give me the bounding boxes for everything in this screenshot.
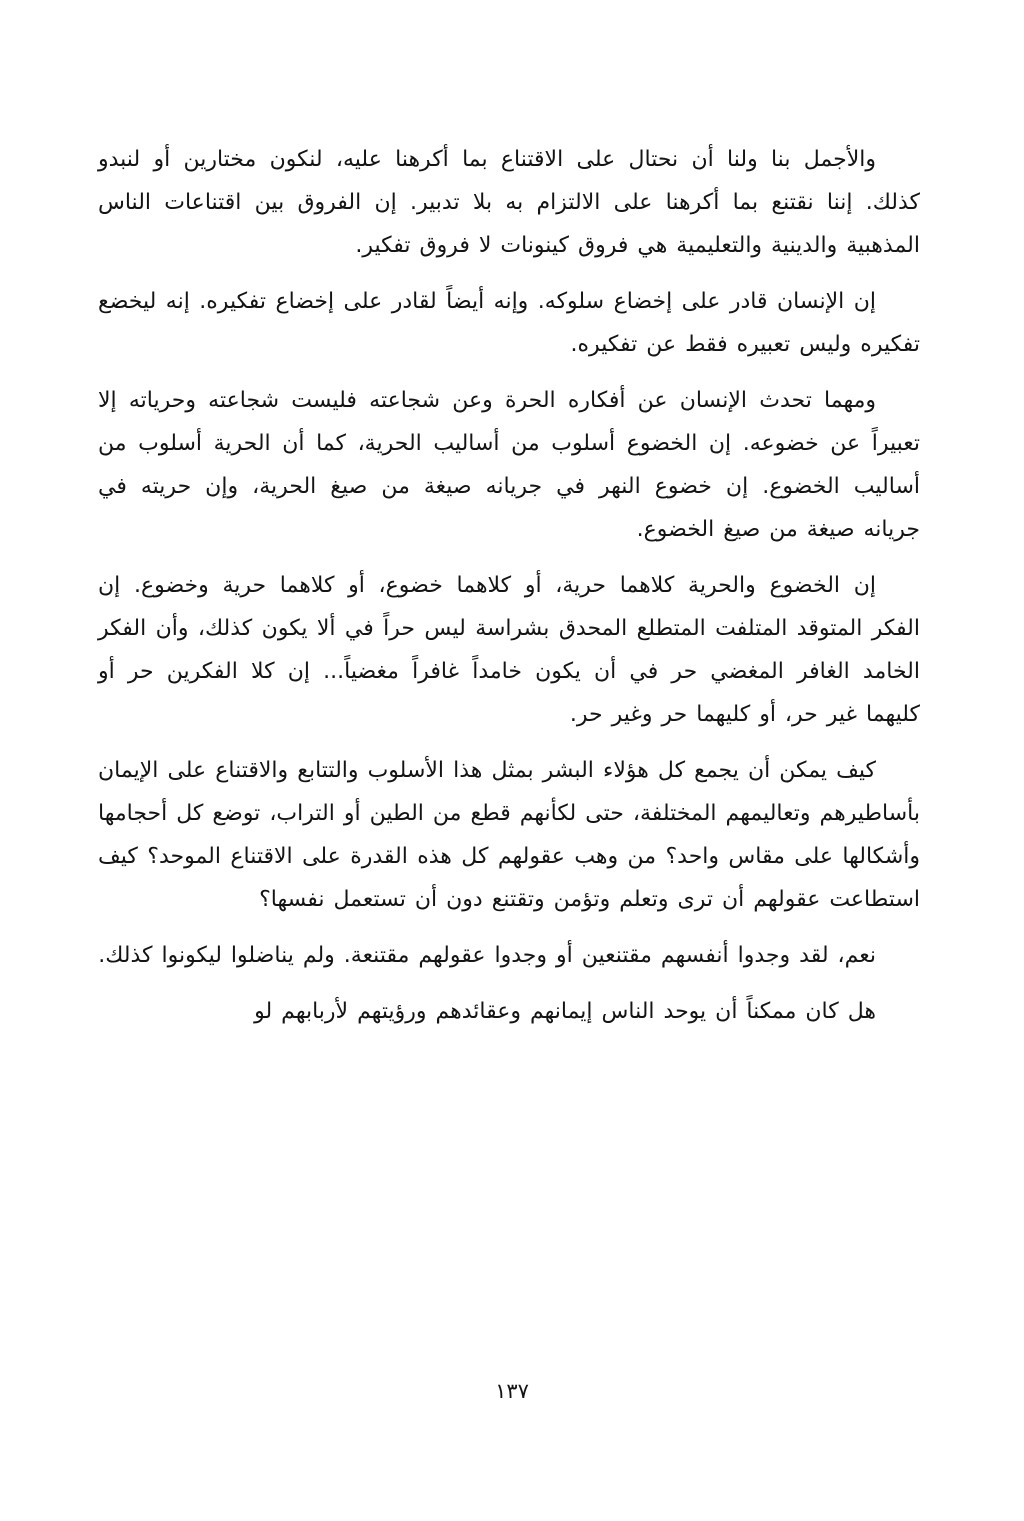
paragraph: هل كان ممكناً أن يوحد الناس إيمانهم وعقائدهم ورؤيتهم لأربابهم لو (254, 999, 876, 1024)
paragraph: كيف يمكن أن يجمع كل هؤلاء البشر بمثل هذا الأسلوب والتتابع والاقتناع على الإيمان بأساطيرهم وتعاليمهم المختلفة، حتى لكأنهم قطع من الطين أو التراب، توضع كل أحجامها وأشكالها على مقاس واحد؟ من وهب عقولهم كل هذه القدرة على الاقتناع الموحد؟ كيف استطاعت عقولهم أن ترى وتعلم وتؤمن وتقتنع دون أن تستعمل نفسها؟ (98, 758, 920, 912)
paragraph: إن الخضوع والحرية كلاهما حرية، أو كلاهما خضوع، أو كلاهما حرية وخضوع. إن الفكر المتوقد المتلفت المتطلع المحدق بشراسة ليس حراً في ألا يكون كذلك، وأن الفكر الخامد الغافر المغضي حر في أن يكون خامداً غافراً مغضياً... إن كلا الفكرين حر أو كليهما غير حر، أو كليهما حر وغير حر. (98, 573, 920, 727)
paragraph: إن الإنسان قادر على إخضاع سلوكه. وإنه أيضاً لقادر على إخضاع تفكيره. إنه ليخضع تفكيره وليس تعبيره فقط عن تفكيره. (98, 289, 920, 357)
paragraph: والأجمل بنا ولنا أن نحتال على الاقتناع بما أكرهنا عليه، لنكون مختارين أو لنبدو كذلك. إننا نقتنع بما أكرهنا على الالتزام به بلا تدبير. إن الفروق بين اقتناعات الناس المذهبية والدينية والتعليمية هي فروق كينونات لا فروق تفكير. (98, 147, 920, 258)
paragraph: ومهما تحدث الإنسان عن أفكاره الحرة وعن شجاعته فليست شجاعته وحرياته إلا تعبيراً عن خضوعه. إن الخضوع أسلوب من أساليب الحرية، كما أن الحرية أسلوب من أساليب الخضوع. إن خضوع النهر في جريانه صيغة من صيغ الحرية، وإن حريته في جريانه صيغة من صيغ الخضوع. (98, 388, 920, 542)
paragraph: نعم، لقد وجدوا أنفسهم مقتنعين أو وجدوا عقولهم مقتنعة. ولم يناضلوا ليكونوا كذلك. (98, 943, 876, 968)
text-block (98, 138, 920, 1046)
page-number: ١٣٧ (495, 1379, 529, 1403)
